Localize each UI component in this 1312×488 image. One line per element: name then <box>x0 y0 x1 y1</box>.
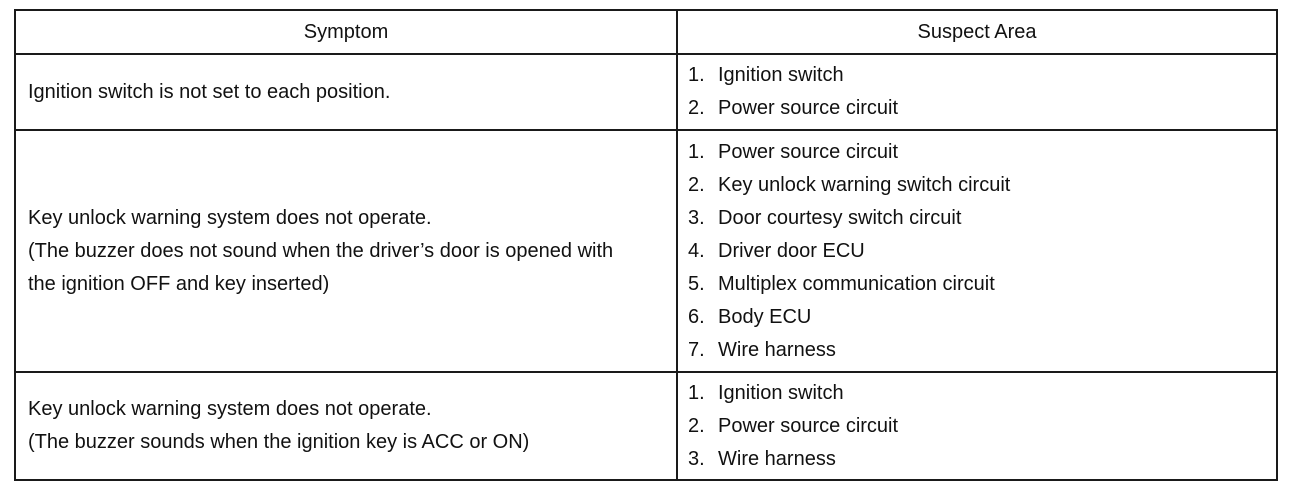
symptom-text: (The buzzer does not sound when the driver’s door is opened with <box>28 239 614 262</box>
symptom-cell <box>15 130 677 372</box>
suspect-text: Driver door ECU <box>718 239 865 262</box>
table-row <box>15 130 1277 372</box>
suspect-number: 5. <box>688 272 705 295</box>
troubleshooting-table <box>14 9 1278 481</box>
suspect-number: 6. <box>688 305 705 328</box>
suspect-area-cell <box>677 130 1277 372</box>
suspect-number: 3. <box>688 206 705 229</box>
symptom-cell <box>15 54 677 130</box>
suspect-item <box>688 202 1264 235</box>
suspect-text: Ignition switch <box>718 381 844 404</box>
suspect-area-column-header: Suspect Area <box>677 10 1277 54</box>
suspect-number: 7. <box>688 338 705 361</box>
suspect-list <box>688 377 1264 476</box>
suspect-list <box>688 136 1264 367</box>
symptom-column-header: Symptom <box>15 10 677 54</box>
suspect-text: Wire harness <box>718 338 836 361</box>
suspect-number: 2. <box>688 414 705 437</box>
suspect-text: Power source circuit <box>718 97 899 119</box>
symptom-text: Key unlock warning system does not operate. <box>28 398 432 420</box>
table-row <box>15 54 1277 130</box>
suspect-item <box>688 301 1264 334</box>
symptom-text: (The buzzer sounds when the ignition key is ACC or ON) <box>28 431 530 453</box>
suspect-list <box>688 59 1264 125</box>
suspect-text: Ignition switch <box>718 64 844 86</box>
suspect-item <box>688 334 1264 367</box>
suspect-text: Body ECU <box>718 305 812 328</box>
table-header-row <box>15 10 1277 54</box>
symptom-text: Ignition switch is not set to each position. <box>28 80 391 103</box>
suspect-text: Multiplex communication circuit <box>718 272 995 295</box>
suspect-number: 3. <box>688 447 705 470</box>
suspect-area-cell <box>677 372 1277 480</box>
suspect-text: Power source circuit <box>718 140 899 163</box>
suspect-item <box>688 410 1264 443</box>
suspect-number: 2. <box>688 173 705 196</box>
symptom-text: Key unlock warning system does not operate. <box>28 206 432 229</box>
symptom-cell <box>15 372 677 480</box>
suspect-item <box>688 92 1264 125</box>
suspect-item <box>688 136 1264 169</box>
suspect-item <box>688 377 1264 410</box>
symptom-text: the ignition OFF and key inserted) <box>28 272 330 295</box>
suspect-item <box>688 268 1264 301</box>
suspect-item <box>688 235 1264 268</box>
suspect-text: Wire harness <box>718 447 836 470</box>
suspect-number: 4. <box>688 239 705 262</box>
suspect-number: 2. <box>688 97 705 119</box>
suspect-number: 1. <box>688 64 705 86</box>
suspect-text: Power source circuit <box>718 414 899 437</box>
suspect-item <box>688 169 1264 202</box>
suspect-item <box>688 59 1264 92</box>
suspect-text: Door courtesy switch circuit <box>718 206 962 229</box>
table-row <box>15 372 1277 480</box>
suspect-number: 1. <box>688 140 705 163</box>
suspect-text: Key unlock warning switch circuit <box>718 173 1011 196</box>
suspect-item <box>688 443 1264 476</box>
suspect-number: 1. <box>688 381 705 404</box>
troubleshooting-table-container <box>14 9 1276 481</box>
suspect-area-cell <box>677 54 1277 130</box>
